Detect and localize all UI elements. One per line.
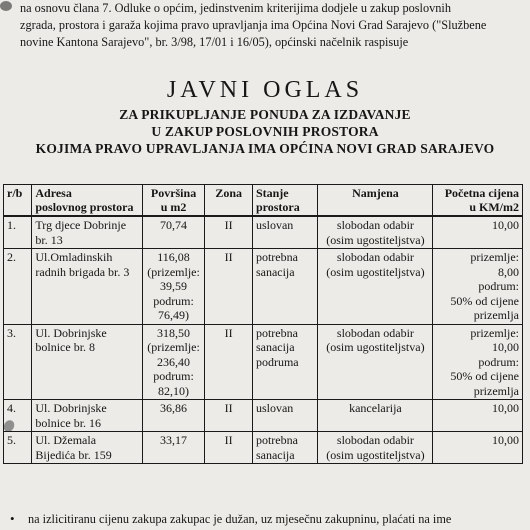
- header-rb: r/b: [4, 185, 32, 217]
- cell-cijena-line: prizemlja: [473, 383, 519, 398]
- cell-adresa: [32, 400, 142, 432]
- cell-namjena-line: (osim ugostiteljstva): [326, 340, 425, 354]
- cell-cijena: [433, 216, 523, 249]
- table-row: [4, 400, 523, 432]
- cell-cijena-line: 50% od cijene: [450, 293, 519, 308]
- cell-cijena: [433, 400, 523, 432]
- notice-subtitle-line-1: ZA PRIKUPLJANJE PONUDA ZA IZDAVANJE: [119, 107, 411, 122]
- cell-stanje: [252, 216, 318, 249]
- cell-stanje: [252, 400, 318, 432]
- cell-adresa-line: Ul.Omladinskih: [35, 250, 113, 264]
- cell-povrsina-line: 33,17: [160, 433, 188, 447]
- cell-povrsina-line: 236,40: [157, 354, 191, 369]
- notice-subtitle-line-3: KOJIMA PRAVO UPRAVLJANJA IMA OPĆINA NOVI GRAD SARAJEVO: [35, 141, 495, 156]
- cell-povrsina: [142, 400, 205, 432]
- cell-povrsina-line: 76,49): [158, 308, 190, 322]
- cell-povrsina-line: 36,86: [160, 401, 188, 415]
- cell-povrsina-line: 318,50: [157, 325, 191, 340]
- cell-rb: 3.: [4, 324, 32, 400]
- cell-cijena: [433, 324, 523, 400]
- table-row: [4, 432, 523, 464]
- cell-namjena-line: slobodan odabir: [336, 218, 414, 232]
- cell-adresa-line: Ul. Dobrinjske: [35, 325, 107, 340]
- header-adresa-line: Adresa: [35, 186, 72, 200]
- cell-povrsina-line: (prizemlje:: [147, 340, 200, 354]
- table-row: [4, 249, 523, 325]
- cell-zona: II: [205, 432, 253, 464]
- cell-adresa-line: bolnice br. 8: [35, 340, 96, 354]
- cell-stanje-line: sanacija: [255, 264, 295, 279]
- cell-stanje-line: sanacija: [255, 447, 295, 462]
- intro-line: zgrada, prostora i garaža kojima pravo upravljanja ima Općina Novi Grad Sarajevo ("Službene: [20, 18, 487, 32]
- cell-cijena-line: 10,00: [492, 218, 519, 232]
- cell-adresa: [32, 432, 142, 464]
- cell-stanje: [252, 432, 318, 464]
- header-adresa-line: poslovnog prostora: [35, 200, 134, 214]
- intro-paragraph: [14, 0, 524, 51]
- footer-text: na izlicitiranu cijenu zakupa zakupac je dužan, uz mjesečnu zakupninu, plaćati na ime: [28, 512, 452, 526]
- offers-table: [3, 184, 523, 464]
- intro-line: novine Kantona Sarajevo", br. 3/98, 17/01 i 16/05), općinski načelnik raspisuje: [20, 35, 409, 49]
- cell-povrsina-line: 70,74: [160, 218, 188, 232]
- header-stanje-line: Stanje: [255, 186, 289, 200]
- header-povrsina-line: Površina: [150, 186, 197, 200]
- header-povrsina-line: u m2: [160, 200, 187, 214]
- cell-stanje: [252, 249, 318, 325]
- cell-rb: 5.: [4, 432, 32, 464]
- bullet-icon: •: [10, 511, 15, 526]
- cell-stanje-line: uslovan: [255, 218, 294, 232]
- cell-namjena: [318, 249, 433, 325]
- cell-cijena-line: 10,00: [492, 340, 519, 354]
- notice-title: JAVNI OGLAS: [166, 77, 364, 103]
- cell-povrsina: [142, 216, 205, 249]
- cell-zona: II: [205, 216, 253, 249]
- cell-cijena-line: 50% od cijene: [450, 369, 519, 383]
- header-stanje: [252, 185, 318, 217]
- cell-cijena-line: prizemlje:: [470, 325, 519, 340]
- cell-zona: II: [205, 400, 253, 432]
- cell-adresa-line: radnih brigada br. 3: [35, 264, 130, 279]
- cell-povrsina: [142, 324, 205, 400]
- header-cijena: [433, 185, 523, 217]
- header-cijena-line: Početna cijena: [444, 186, 519, 200]
- header-cijena-line: u KM/m2: [469, 200, 519, 214]
- cell-cijena: [433, 432, 523, 464]
- cell-stanje-line: potrebna: [255, 325, 298, 340]
- header-zona: Zona: [205, 185, 253, 217]
- header-namjena: Namjena: [318, 185, 433, 217]
- cell-adresa-line: bolnice br. 16: [35, 415, 102, 430]
- cell-cijena-line: 10,00: [492, 401, 519, 415]
- cell-zona: II: [205, 249, 253, 325]
- cell-namjena: [318, 400, 433, 432]
- footer-paragraph: [10, 510, 530, 528]
- cell-povrsina-line: 82,10): [158, 383, 190, 398]
- cell-adresa-line: Trg djece Dobrinje: [35, 218, 127, 232]
- header-adresa: [32, 185, 142, 217]
- table-row: [4, 216, 523, 249]
- cell-adresa-line: Bijedića br. 159: [35, 447, 112, 462]
- cell-povrsina-line: (prizemlje:: [147, 264, 200, 279]
- cell-stanje-line: uslovan: [255, 401, 294, 415]
- cell-cijena-line: podrum:: [478, 354, 519, 369]
- cell-namjena-line: slobodan odabir: [336, 250, 414, 264]
- table-row: [4, 324, 523, 400]
- cell-namjena-line: (osim ugostiteljstva): [326, 232, 425, 247]
- cell-cijena-line: prizemlje:: [470, 250, 519, 264]
- cell-adresa-line: Ul. Dobrinjske: [35, 401, 107, 415]
- cell-adresa: [32, 324, 142, 400]
- cell-stanje-line: potrebna: [255, 250, 298, 264]
- scan-smudge: [0, 1, 12, 11]
- cell-namjena: [318, 216, 433, 249]
- cell-adresa: [32, 249, 142, 325]
- cell-namjena: [318, 324, 433, 400]
- cell-povrsina-line: 39,59: [160, 279, 188, 293]
- cell-povrsina-line: 116,08: [157, 250, 190, 264]
- cell-stanje-line: podruma: [255, 354, 299, 369]
- cell-rb: 1.: [4, 216, 32, 249]
- cell-adresa-line: br. 13: [35, 232, 63, 247]
- cell-cijena-line: podrum:: [478, 279, 519, 293]
- cell-namjena-line: (osim ugostiteljstva): [326, 447, 425, 462]
- cell-cijena-line: 10,00: [492, 433, 519, 447]
- cell-namjena-line: slobodan odabir: [336, 433, 414, 447]
- cell-povrsina: [142, 432, 205, 464]
- cell-povrsina-line: podrum:: [153, 293, 194, 308]
- cell-adresa: [32, 216, 142, 249]
- cell-namjena-line: (osim ugostiteljstva): [326, 264, 425, 279]
- cell-cijena-line: 8,00: [498, 264, 519, 279]
- table-header-row: [4, 185, 523, 217]
- intro-line: na osnovu člana 7. Odluke o općim, jedinstvenim kriterijima dodjele u zakup poslovnih: [20, 1, 451, 15]
- cell-namjena: [318, 432, 433, 464]
- cell-stanje-line: sanacija: [255, 340, 295, 354]
- cell-cijena: [433, 249, 523, 325]
- cell-rb: 4.: [4, 400, 32, 432]
- cell-stanje: [252, 324, 318, 400]
- cell-povrsina: [142, 249, 205, 325]
- cell-adresa-line: Ul. Džemala: [35, 433, 97, 447]
- header-stanje-line: prostora: [255, 200, 300, 214]
- cell-povrsina-line: podrum:: [153, 369, 194, 383]
- cell-cijena-line: prizemlja: [473, 308, 519, 322]
- header-povrsina: [142, 185, 205, 217]
- cell-namjena-line: slobodan odabir: [336, 325, 414, 340]
- cell-rb: 2.: [4, 249, 32, 325]
- notice-subtitle-line-2: U ZAKUP POSLOVNIH PROSTORA: [151, 124, 379, 139]
- table-body: [4, 216, 523, 464]
- cell-namjena-line: kancelarija: [349, 401, 402, 415]
- cell-stanje-line: potrebna: [255, 433, 298, 447]
- cell-zona: II: [205, 324, 253, 400]
